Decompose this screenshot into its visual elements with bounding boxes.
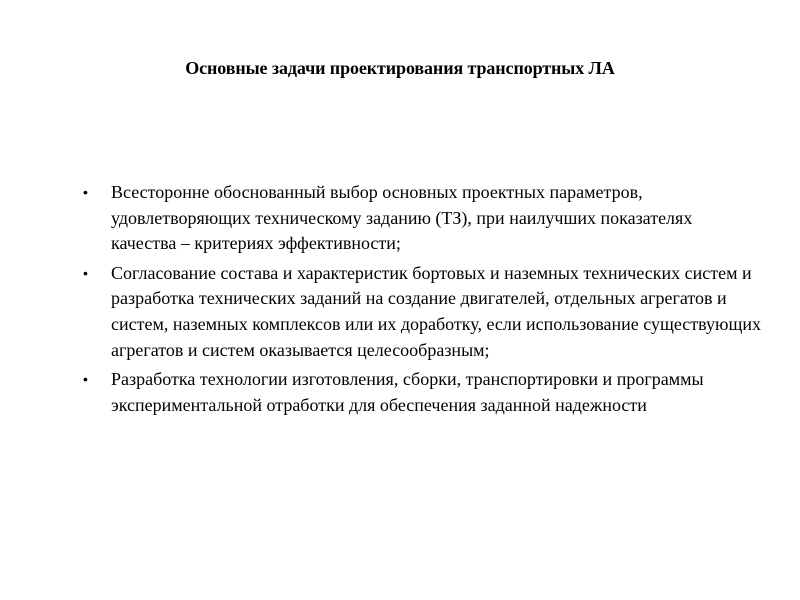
- slide-title: Основные задачи проектирования транспортных ЛА: [185, 58, 615, 78]
- bullet-item: [80, 261, 771, 363]
- bullet-text: Согласование состава и характеристик бортовых и наземных технических систем и разработка технических заданий на создание двигателей, отдельных агрегатов и систем, наземных комплексов или их доработку, если использование существующих агрегатов и систем оказывается целесообразным;: [111, 262, 761, 360]
- bullet-icon: •: [83, 184, 88, 200]
- bullet-icon: •: [83, 264, 88, 281]
- bullet-item: [80, 180, 731, 257]
- bullet-list: [80, 180, 760, 418]
- slide-body: [80, 180, 760, 422]
- bullet-item: [80, 367, 751, 418]
- bullet-text: Разработка технологии изготовления, сборки, транспортировки и программы экспериментальной отработки для обеспечения заданной надежности: [111, 369, 704, 415]
- bullet-text: Всесторонне обоснованный выбор основных проектных параметров, удовлетворяющих техническому заданию (ТЗ), при наилучших показателях качества – критериях эффективности;: [111, 182, 693, 254]
- bullet-icon: •: [83, 371, 88, 388]
